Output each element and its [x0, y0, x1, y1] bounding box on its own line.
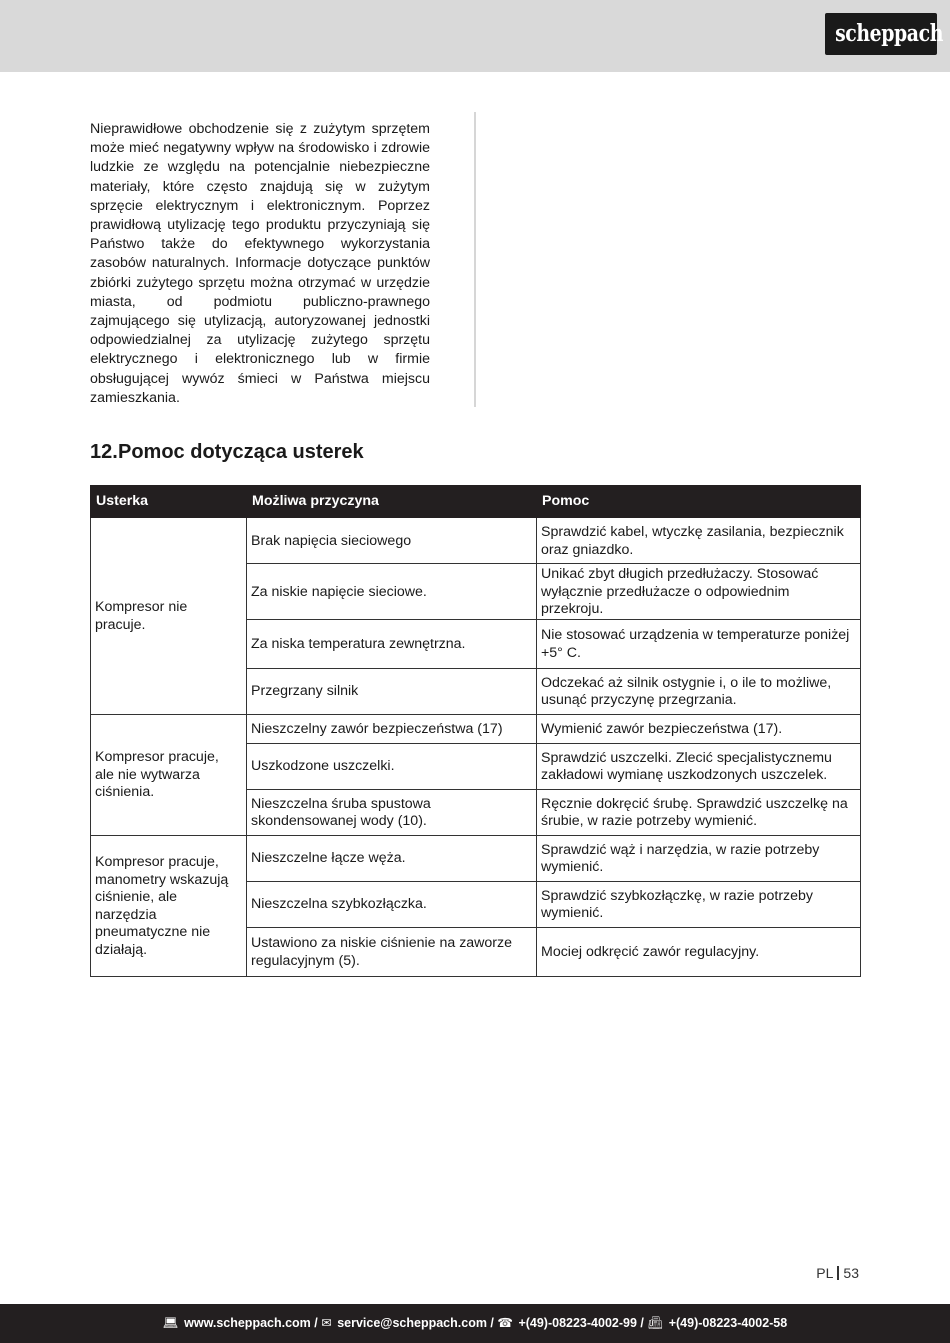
footer-fax: +(49)-08223-4002-58: [668, 1316, 788, 1330]
table-header-row: [91, 486, 861, 518]
section-title: [90, 441, 364, 464]
phone-icon: ☎︎: [497, 1316, 513, 1330]
mail-icon: ✉︎: [321, 1316, 332, 1330]
footer-email-link[interactable]: service@scheppach.com: [337, 1316, 487, 1330]
table-row: [91, 518, 861, 564]
footer-phone: +(49)-08223-4002-99: [518, 1316, 637, 1330]
footer-separator: /: [636, 1316, 648, 1330]
remedy-cell: Sprawdzić szybkozłączkę, w razie potrzeby wymienić.: [537, 881, 861, 927]
remedy-cell: Ręcznie dokręcić śrubę. Sprawdzić uszczelkę na śrubie, w razie potrzeby wymienić.: [537, 789, 861, 835]
remedy-cell: Nie stosować urządzenia w temperaturze poniżej +5° C.: [537, 619, 861, 668]
brand-logo: [825, 13, 943, 55]
page-number: [816, 1265, 859, 1281]
remedy-cell: Wymienić zawór bezpieczeństwa (17).: [537, 714, 861, 743]
cause-cell: Uszkodzone uszczelki.: [247, 743, 537, 789]
remedy-cell: Odczekać aż silnik ostygnie i, o ile to możliwe, usunąć przyczynę przegrzania.: [537, 668, 861, 714]
troubleshooting-table: [90, 485, 861, 977]
cause-cell: Brak napięcia sieciowego: [247, 518, 537, 564]
page-lang: PL: [816, 1265, 834, 1281]
fax-icon: 📠︎: [647, 1316, 664, 1330]
remedy-cell: Sprawdzić wąż i narzędzia, w razie potrzeby wymienić.: [537, 835, 861, 881]
cause-cell: Ustawiono za niskie ciśnienie na zaworze regulacyjnym (5).: [247, 927, 537, 976]
fault-cell: Kompresor nie pracuje.: [91, 518, 247, 715]
section-number: 12.: [90, 441, 118, 463]
remedy-cell: Unikać zbyt długich przedłużaczy. Stosować wyłącznie przedłużacze o odpowiednim przekroju.: [537, 564, 861, 620]
cause-cell: Nieszczelna szybkozłączka.: [247, 881, 537, 927]
cause-cell: Nieszczelne łącze węża.: [247, 835, 537, 881]
fault-cell: Kompresor pracuje, ale nie wytwarza ciśnienia.: [91, 714, 247, 835]
footer-band: [0, 1304, 950, 1343]
cause-cell: Za niska temperatura zewnętrzna.: [247, 619, 537, 668]
section-title-text: Pomoc dotycząca usterek: [118, 441, 364, 463]
computer-icon: 💻︎: [162, 1316, 179, 1330]
intro-paragraph: Nieprawidłowe obchodzenie się z zużytym sprzętem może mieć negatywny wpływ na środowisko i zdrowie ludzkie ze względu na potencjalnie niebezpieczne materiały, które często znajdują się w zużytym sprzęcie elektrycznym i elektronicznym. Poprzez prawidłową utylizację tego produktu przyczyniają się Państwo także do efektywnego wykorzystania zasobów naturalnych. Informacje dotyczące punktów zbiórki zużytego sprzętu można otrzymać w urzędzie miasta, od podmiotu publiczno-prawnego zajmującego się utylizacją, autoryzowanej jednostki odpowiedzialnej za utylizację zużytego sprzętu elektrycznego i elektronicznego lub w firmie obsługującej wywóz śmieci w Państwa miejscu zamieszkania.: [90, 121, 430, 406]
footer-website-link[interactable]: www.scheppach.com: [184, 1316, 311, 1330]
cause-cell: Nieszczelny zawór bezpieczeństwa (17): [247, 714, 537, 743]
header-fault: Usterka: [91, 486, 247, 518]
brand-logo-text: scheppach: [835, 20, 943, 47]
remedy-cell: Mociej odkręcić zawór regulacyjny.: [537, 927, 861, 976]
fault-cell: Kompresor pracuje, manometry wskazują ciśnienie, ale narzędzia pneumatyczne nie działają.: [91, 835, 247, 976]
header-cause: Możliwa przyczyna: [247, 486, 537, 518]
table-row: [91, 835, 861, 881]
cause-cell: Za niskie napięcie sieciowe.: [247, 564, 537, 620]
page-number-value: 53: [843, 1265, 859, 1281]
cause-cell: Przegrzany silnik: [247, 668, 537, 714]
footer-separator: /: [310, 1316, 322, 1330]
footer-separator: /: [486, 1316, 498, 1330]
header-band: [0, 0, 950, 72]
column-divider: [474, 112, 476, 407]
cause-cell: Nieszczelna śruba spustowa skondensowanej wody (10).: [247, 789, 537, 835]
page-number-divider: [837, 1266, 839, 1280]
header-remedy: Pomoc: [537, 486, 861, 518]
remedy-cell: Sprawdzić kabel, wtyczkę zasilania, bezpiecznik oraz gniazdko.: [537, 518, 861, 564]
table-row: [91, 714, 861, 743]
remedy-cell: Sprawdzić uszczelki. Zlecić specjalistycznemu zakładowi wymianę uszkodzonych uszczelek.: [537, 743, 861, 789]
